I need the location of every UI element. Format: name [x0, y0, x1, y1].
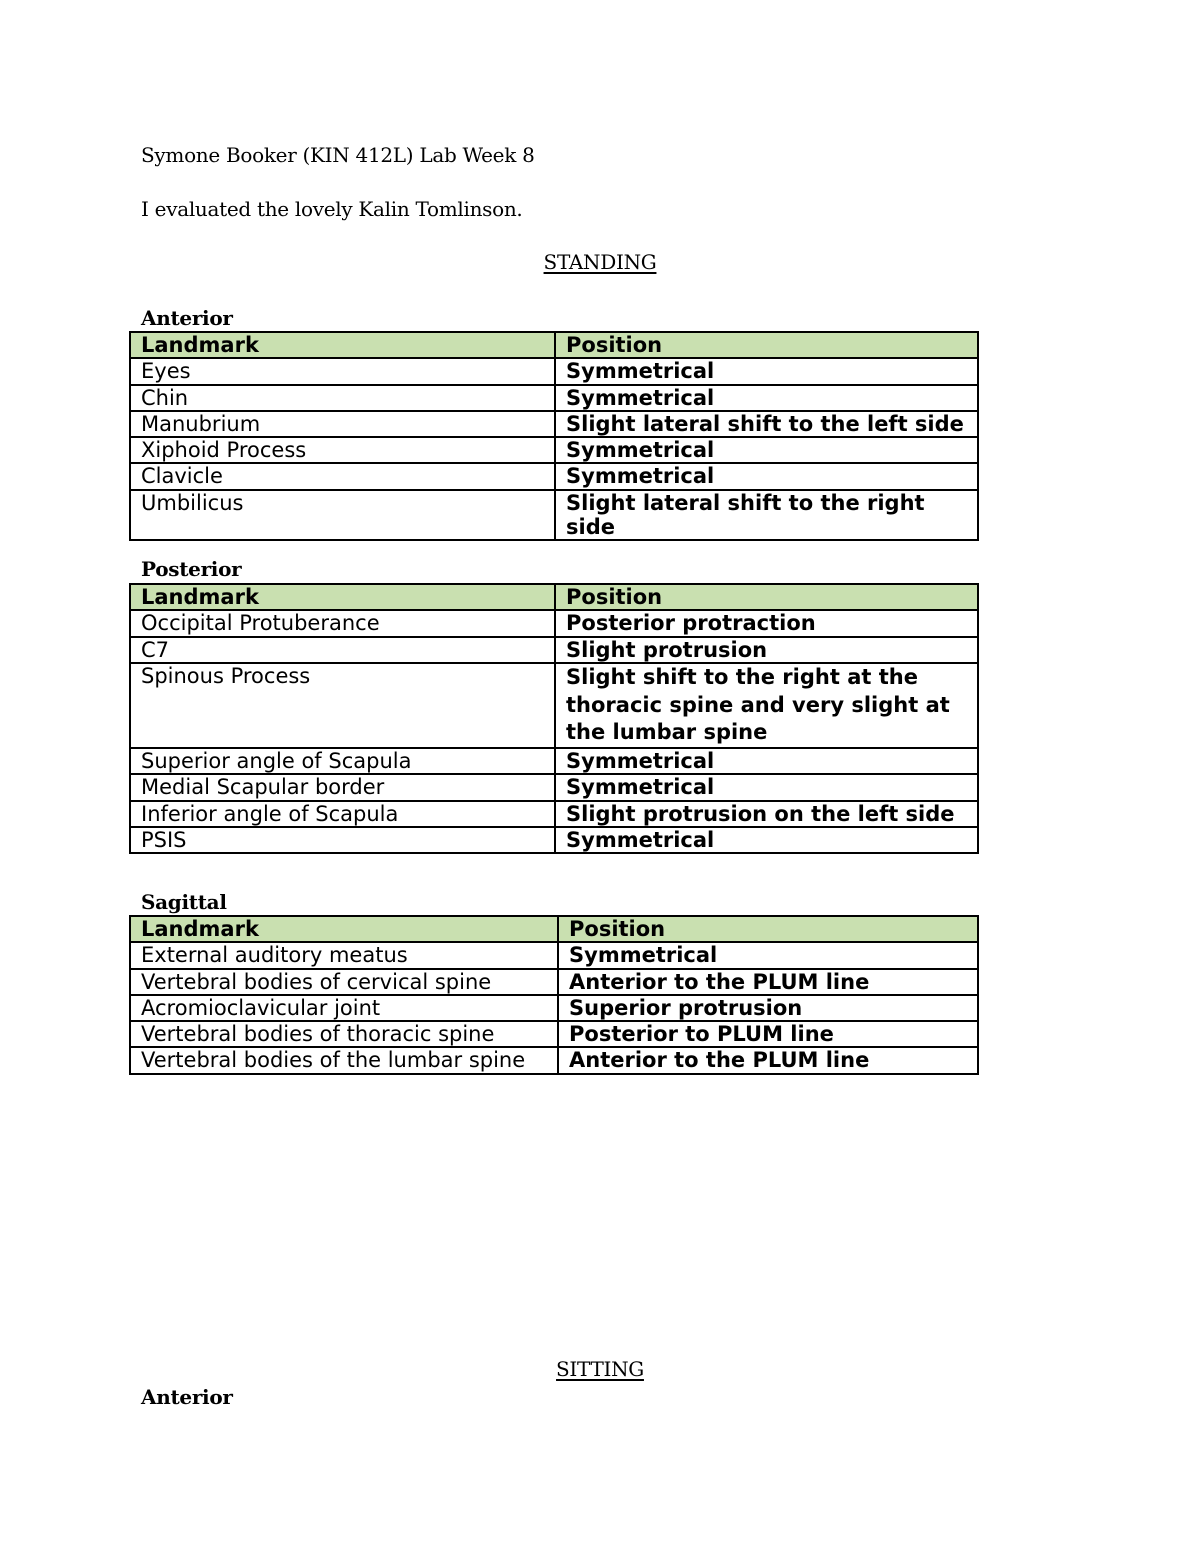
position-cell: Slight protrusion	[555, 637, 978, 663]
position-cell: Posterior protraction	[555, 610, 978, 636]
position-cell: Anterior to the PLUM line	[558, 969, 978, 995]
position-cell: Symmetrical	[555, 463, 978, 489]
table-row	[130, 942, 978, 968]
table-row	[130, 774, 978, 800]
table-row	[130, 748, 978, 774]
position-cell: Symmetrical	[555, 827, 978, 853]
table-row	[130, 610, 978, 636]
landmark-cell: Umbilicus	[130, 490, 555, 541]
standing-heading: STANDING	[543, 250, 657, 274]
landmark-cell: C7	[130, 637, 555, 663]
table-row	[130, 385, 978, 411]
sagittal-table	[129, 915, 979, 1075]
table-row	[130, 1021, 978, 1047]
landmark-cell: Medial Scapular border	[130, 774, 555, 800]
table-header-row	[130, 916, 978, 942]
landmark-cell: Xiphoid Process	[130, 437, 555, 463]
table-row	[130, 995, 978, 1021]
position-cell: Superior protrusion	[558, 995, 978, 1021]
table-row	[130, 801, 978, 827]
landmark-cell: Spinous Process	[130, 663, 555, 748]
sagittal-caption: Sagittal	[141, 890, 227, 914]
landmark-cell: Manubrium	[130, 411, 555, 437]
position-header: Position	[555, 332, 978, 358]
landmark-cell: Eyes	[130, 358, 555, 384]
anterior-caption: Anterior	[141, 306, 233, 330]
landmark-cell: Vertebral bodies of thoracic spine	[130, 1021, 558, 1047]
position-cell: Slight lateral shift to the left side	[555, 411, 978, 437]
landmark-cell: External auditory meatus	[130, 942, 558, 968]
position-cell: Anterior to the PLUM line	[558, 1047, 978, 1073]
anterior-table	[129, 331, 979, 541]
table-row	[130, 1047, 978, 1073]
position-cell: Symmetrical	[555, 748, 978, 774]
table-row	[130, 358, 978, 384]
sitting-anterior-caption: Anterior	[141, 1385, 233, 1409]
landmark-cell: Occipital Protuberance	[130, 610, 555, 636]
position-cell: Symmetrical	[555, 385, 978, 411]
landmark-header: Landmark	[130, 916, 558, 942]
position-cell: Posterior to PLUM line	[558, 1021, 978, 1047]
table-row	[130, 827, 978, 853]
landmark-cell: Vertebral bodies of the lumbar spine	[130, 1047, 558, 1073]
landmark-cell: Clavicle	[130, 463, 555, 489]
posterior-table	[129, 583, 979, 854]
table-row	[130, 663, 978, 748]
position-cell: Slight shift to the right at the thoracic spine and very slight at the lumbar spine	[555, 663, 978, 748]
landmark-cell: Inferior angle of Scapula	[130, 801, 555, 827]
landmark-cell: Superior angle of Scapula	[130, 748, 555, 774]
table-header-row	[130, 332, 978, 358]
table-row	[130, 437, 978, 463]
landmark-cell: Acromioclavicular joint	[130, 995, 558, 1021]
position-cell: Symmetrical	[555, 774, 978, 800]
position-cell: Symmetrical	[555, 437, 978, 463]
posterior-caption: Posterior	[141, 557, 242, 581]
table-row	[130, 490, 978, 541]
landmark-header: Landmark	[130, 332, 555, 358]
table-header-row	[130, 584, 978, 610]
landmark-header: Landmark	[130, 584, 555, 610]
landmark-cell: PSIS	[130, 827, 555, 853]
position-header: Position	[558, 916, 978, 942]
landmark-cell: Vertebral bodies of cervical spine	[130, 969, 558, 995]
document-title: Symone Booker (KIN 412L) Lab Week 8	[141, 143, 535, 167]
table-row	[130, 969, 978, 995]
table-row	[130, 463, 978, 489]
sitting-heading: SITTING	[556, 1357, 644, 1381]
table-row	[130, 637, 978, 663]
position-cell: Slight lateral shift to the right side	[555, 490, 978, 541]
position-cell: Slight protrusion on the left side	[555, 801, 978, 827]
intro-line: I evaluated the lovely Kalin Tomlinson.	[141, 197, 523, 221]
table-row	[130, 411, 978, 437]
position-cell: Symmetrical	[558, 942, 978, 968]
landmark-cell: Chin	[130, 385, 555, 411]
position-cell: Symmetrical	[555, 358, 978, 384]
position-header: Position	[555, 584, 978, 610]
